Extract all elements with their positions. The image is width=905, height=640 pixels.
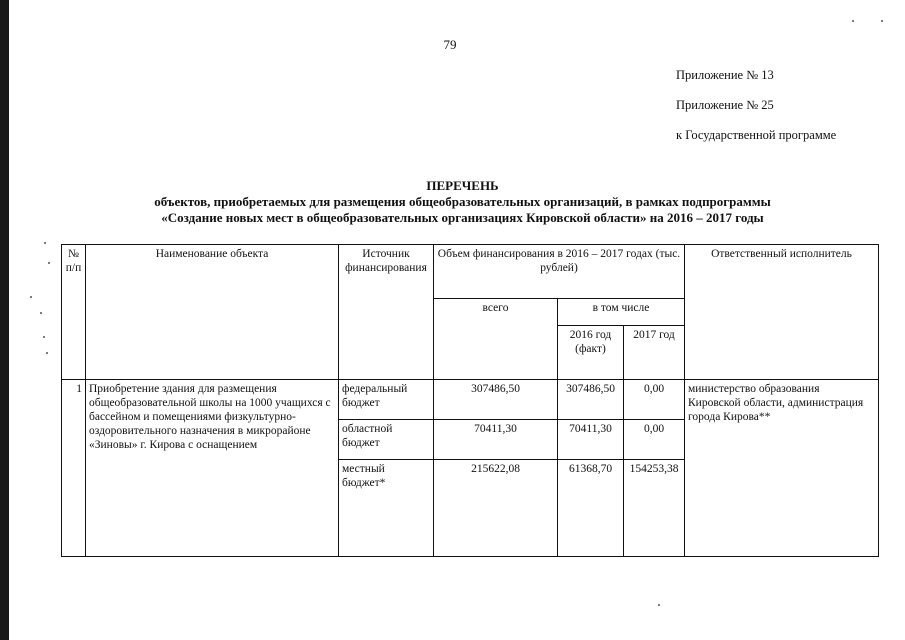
header-num: № п/п: [62, 245, 86, 380]
page-number: 79: [443, 37, 457, 52]
responsible-executor: министерство образования Кировской области, администрация города Кирова**: [685, 380, 879, 557]
appendix-line-3: к Государственной программе: [676, 128, 837, 142]
row-number: 1: [62, 380, 86, 557]
scan-edge-bar: [0, 0, 9, 640]
funding-source: местный бюджет*: [339, 460, 434, 557]
funding-2017: 0,00: [624, 420, 685, 460]
document-subtitle-2: «Создание новых мест в общеобразовательных организациях Кировской области» на 2016 – 2017 годы: [161, 210, 764, 225]
header-source: Источник финансирования: [339, 245, 434, 380]
header-volume: Объем финансирования в 2016 – 2017 годах (тыс. рублей): [434, 245, 685, 299]
header-2017: 2017 год: [624, 326, 685, 380]
funding-2016: 307486,50: [558, 380, 624, 420]
funding-total: 70411,30: [434, 420, 558, 460]
funding-2016: 70411,30: [558, 420, 624, 460]
header-name: Наименование объекта: [86, 245, 339, 380]
object-name: Приобретение здания для размещения общеобразовательной школы на 1000 учащихся с бассейном и помещениями физкультурно-оздоровительного назначения в микрорайоне «Зиновы» г. Кирова с оснащением: [86, 380, 339, 557]
header-incl: в том числе: [558, 299, 685, 326]
document-title: ПЕРЕЧЕНЬ: [426, 178, 499, 193]
funding-total: 307486,50: [434, 380, 558, 420]
funding-2017: 154253,38: [624, 460, 685, 557]
funding-2017: 0,00: [624, 380, 685, 420]
appendix-line-2: Приложение № 25: [676, 98, 774, 112]
header-total: всего: [434, 299, 558, 380]
header-2016: 2016 год (факт): [558, 326, 624, 380]
header-executor: Ответственный исполнитель: [685, 245, 879, 380]
funding-total: 215622,08: [434, 460, 558, 557]
funding-2016: 61368,70: [558, 460, 624, 557]
document-subtitle-1: объектов, приобретаемых для размещения общеобразовательных организаций, в рамках подпрограммы: [154, 194, 771, 209]
appendix-line-1: Приложение № 13: [676, 68, 774, 82]
funding-source: областной бюджет: [339, 420, 434, 460]
funding-source: федеральный бюджет: [339, 380, 434, 420]
objects-table: [61, 244, 879, 557]
